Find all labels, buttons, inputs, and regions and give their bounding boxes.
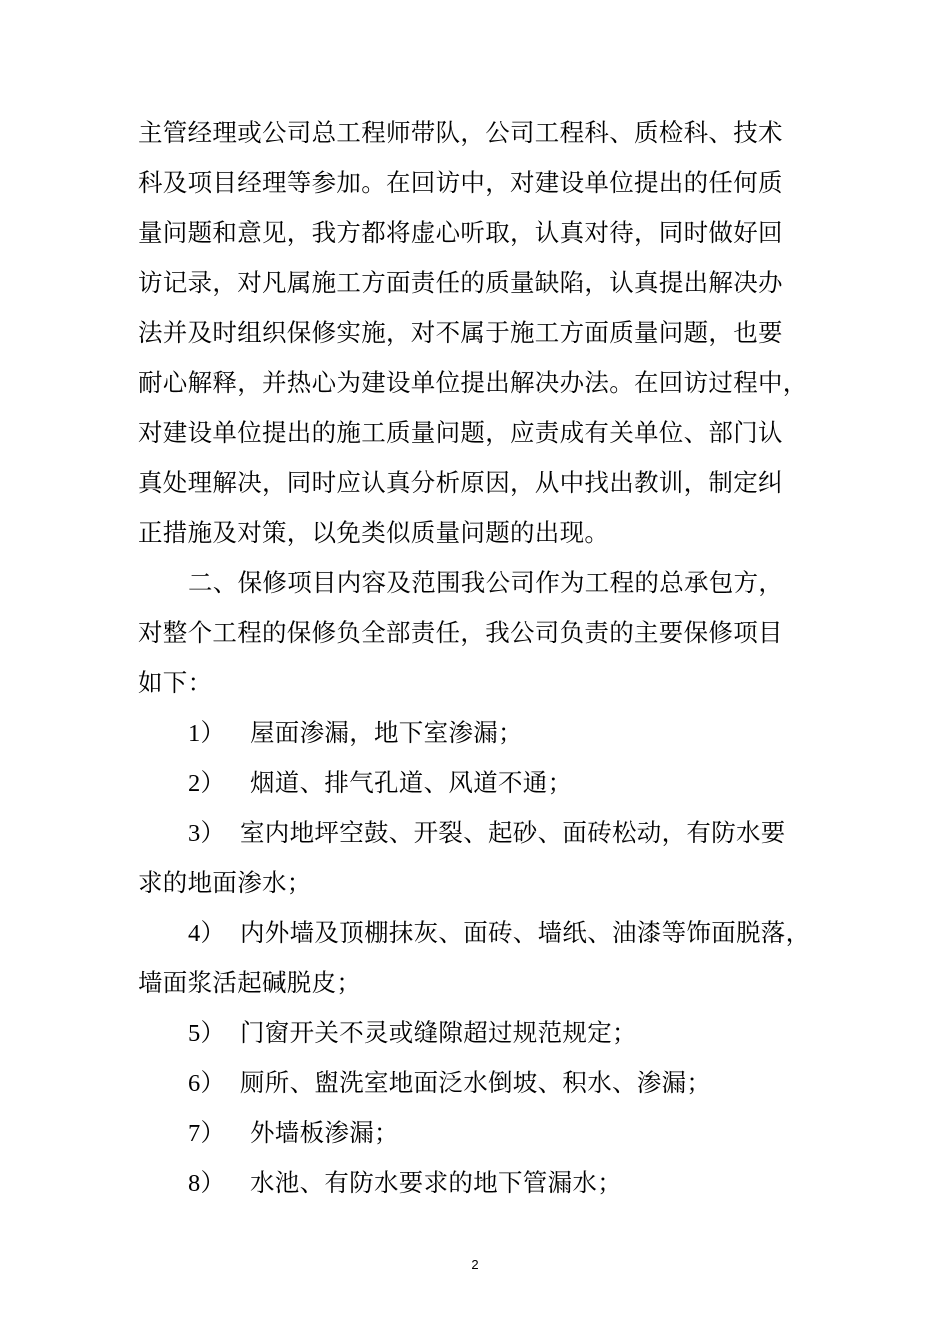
list-item [188,1167,622,1200]
list-item-text: 烟道、排气孔道、风道不通； [250,768,573,797]
list-item-number: 8） [188,1170,226,1197]
list-item [188,917,810,950]
list-item-text: 屋面渗漏，地下室渗漏； [250,718,523,747]
paragraph-line: 对整个工程的保修负全部责任，我公司负责的主要保修项目 [138,618,783,647]
list-item [188,717,523,750]
paragraph-line: 真处理解决，同时应认真分析原因，从中找出教训，制定纠 [138,468,783,497]
paragraph-line: 访记录，对凡属施工方面责任的质量缺陷，认真提出解决办 [138,268,783,297]
list-item [188,767,572,800]
paragraph-line: 二、保修项目内容及范围我公司作为工程的总承包方， [188,568,784,597]
page-number: 2 [471,1257,479,1272]
list-item-number: 5） [188,1020,226,1047]
list-item-text: 门窗开关不灵或缝隙超过规范规定； [240,1018,637,1047]
paragraph-line: 法并及时组织保修实施，对不属于施工方面质量问题，也要 [138,318,783,347]
list-item-text: 外墙板渗漏； [250,1118,399,1147]
list-item-number: 4） [188,920,226,947]
list-item-number: 1） [188,720,226,747]
list-item-number: 7） [188,1120,226,1147]
list-item-text: 内外墙及顶棚抹灰、面砖、墙纸、油漆等饰面脱落， [240,918,811,947]
paragraph-line: 科及项目经理等参加。在回访中，对建设单位提出的任何质 [138,168,783,197]
list-item-number: 6） [188,1070,226,1097]
paragraph-line: 对建设单位提出的施工质量问题，应责成有关单位、部门认 [138,418,783,447]
paragraph-line: 主管经理或公司总工程师带队，公司工程科、质检科、技术 [138,118,783,147]
list-item [188,1067,711,1100]
list-item [188,1017,637,1050]
paragraph-line: 如下： [138,668,213,697]
list-item-text: 室内地坪空鼓、开裂、起砂、面砖松动，有防水要 [240,818,786,847]
list-item-continuation: 求的地面渗水； [138,868,312,897]
list-item-number: 2） [188,770,226,797]
list-item-text: 厕所、盥洗室地面泛水倒坡、积水、渗漏； [240,1068,712,1097]
paragraph-line: 耐心解释，并热心为建设单位提出解决办法。在回访过程中， [138,368,808,397]
paragraph-line: 量问题和意见，我方都将虚心听取，认真对待，同时做好回 [138,218,783,247]
list-item-number: 3） [188,820,226,847]
list-item [188,817,786,850]
list-item [188,1117,399,1150]
list-item-continuation: 墙面浆活起碱脱皮； [138,968,362,997]
list-item-text: 水池、有防水要求的地下管漏水； [250,1168,622,1197]
paragraph-line: 正措施及对策，以免类似质量问题的出现。 [138,518,610,547]
